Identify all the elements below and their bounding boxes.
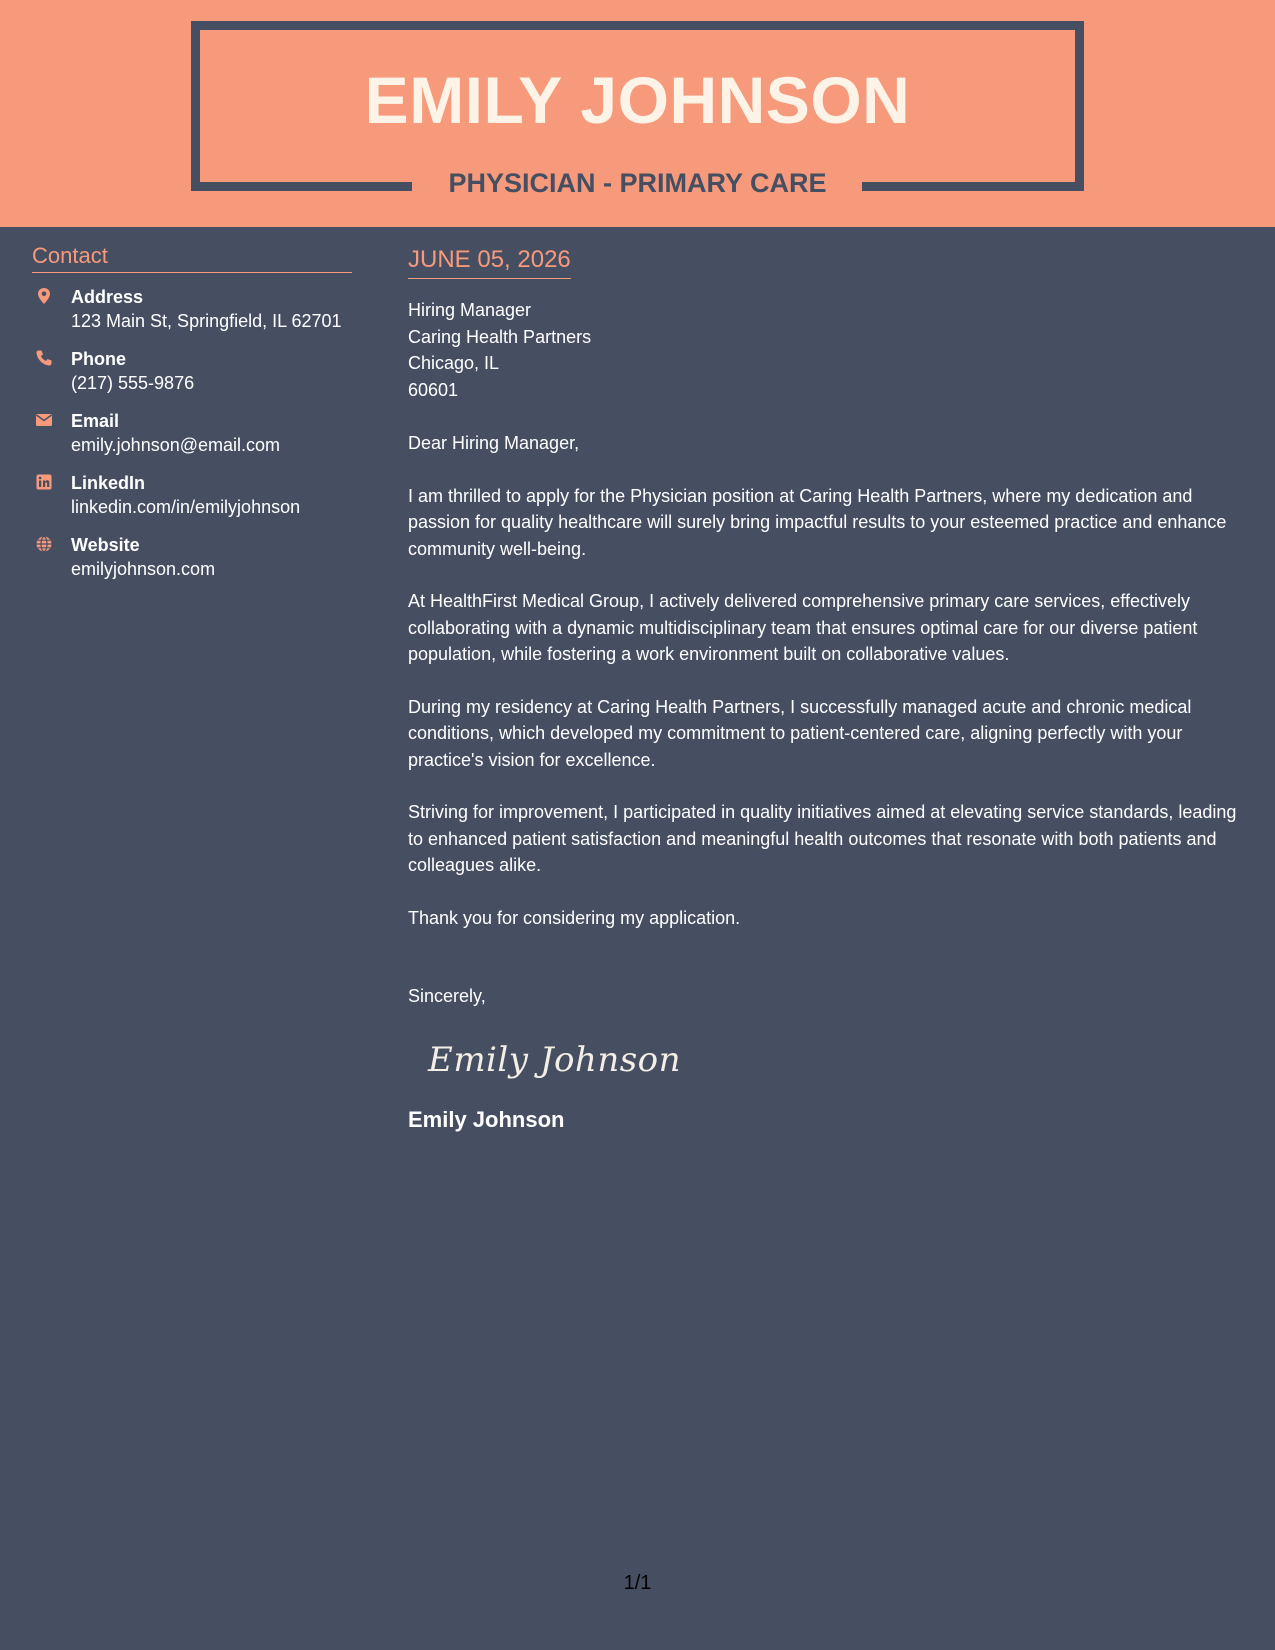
contact-label: LinkedIn (71, 473, 146, 493)
contact-label: Website (71, 535, 140, 555)
handwritten-signature: Emily Johnson (428, 1039, 682, 1080)
applicant-name: EMILY JOHNSON (364, 63, 911, 137)
job-title: PHYSICIAN - PRIMARY CARE (448, 168, 827, 198)
body-paragraph: During my residency at Caring Health Partners, I successfully managed acute and chronic medical conditions, which developed my commitment to patient-centered care, aligning perfectly with your practice's vision for excellence. (408, 696, 1192, 770)
map-pin-icon (35, 287, 53, 305)
contact-label: Phone (71, 349, 127, 369)
body-paragraph: Striving for improvement, I participated in quality initiatives aimed at elevating service standards, leading to enhanced patient satisfaction and meaningful health outcomes that resonate with both patients and colleagues alike. (408, 802, 1237, 875)
thank-you-line: Thank you for considering my application. (408, 907, 741, 928)
recipient-line: Hiring Manager (408, 300, 532, 320)
page-number: 1/1 (623, 1572, 652, 1594)
recipient-line: 60601 (408, 379, 459, 400)
recipient-block (408, 297, 1248, 403)
greeting: Dear Hiring Manager, (408, 433, 580, 453)
globe-icon (35, 535, 53, 553)
contact-heading: Contact (32, 240, 352, 273)
contact-item-linkedin (32, 471, 352, 520)
body-paragraph: At HealthFirst Medical Group, I actively delivered comprehensive primary care services, effectively collaborating with a dynamic multidisciplinary team that ensures optimal care for our diverse patient population, while fostering a work environment built on collaborative values. (408, 591, 1198, 664)
address-value: 123 Main St, Springfield, IL 62701 (71, 311, 342, 331)
linkedin-value: linkedin.com/in/emilyjohnson (71, 497, 301, 517)
letter-body (408, 243, 1248, 1134)
website-value: emilyjohnson.com (71, 559, 216, 579)
envelope-icon (35, 411, 53, 429)
contact-item-address (32, 285, 352, 334)
contact-item-email (32, 409, 352, 458)
contact-label: Email (71, 411, 120, 431)
contact-sidebar (32, 240, 352, 595)
body-paragraph: I am thrilled to apply for the Physician position at Caring Health Partners, where my dedication and passion for quality healthcare will surely bring impactful results to your esteemed practice and enhance community well-being. (408, 485, 1227, 559)
letter-date: JUNE 05, 2026 (408, 243, 571, 279)
recipient-line: Caring Health Partners (408, 326, 592, 347)
phone-value: (217) 555-9876 (71, 373, 195, 393)
recipient-line: Chicago, IL (408, 353, 500, 373)
contact-item-phone (32, 347, 352, 396)
closing: Sincerely, (408, 986, 486, 1006)
linkedin-icon (35, 473, 53, 491)
header-banner (0, 0, 1275, 227)
contact-item-website (32, 533, 352, 582)
email-value: emily.johnson@email.com (71, 435, 281, 455)
contact-label: Address (71, 287, 144, 307)
phone-icon (35, 349, 53, 367)
signer-name: Emily Johnson (408, 1106, 565, 1132)
